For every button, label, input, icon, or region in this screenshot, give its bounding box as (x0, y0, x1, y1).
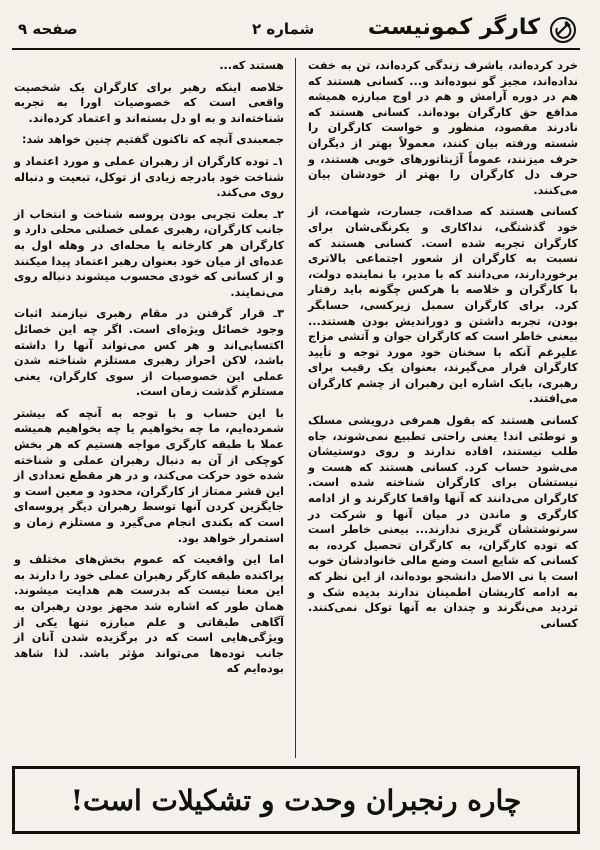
paragraph: کسانی هستند که بقول همرفی درویشی مسلک و توطئی اند! یعنی راحتی تطبیع نمی‌شوند، جاه طلب نیستند، افاده ندارند و روی دوستیشان می‌شود حساب کرد. کسانی هستند که هست و نیستشان برای کارگران شناخته شده است. کارگران می‌دانند که آنها واقعا کارگرند و از ادامه کارگری و ماندن در میان آنها و شرکت در سرنوشتشان گریزی ندارند... بیعنی خاطر است که توده کارگران، به کارگران تحصیل کرده، به کسانی که شایع است وضع مالی خانوادشان خوب است یا نی الاصل دانشجو بوده‌اند، از این نظر که به ادامه کاریشان اطمینان ندارند بدیده شک و تردید می‌نگرند و چندان به آنها توکل نمی‌کنند. کسانی (308, 414, 578, 630)
paragraph: هستند که... (219, 59, 284, 72)
paragraph: ۱ـ توده کارگران از رهبران عملی و مورد اعتماد و شناخت خود بادرجه زیادی از توکل، تبعیت و دنباله روی می‌کند. (14, 154, 284, 200)
masthead-title: کارگر کمونیست (367, 15, 540, 40)
slogan-banner (12, 766, 580, 834)
paragraph: کسانی هستند که صداقت، جسارت، شهامت، از خود گذشتگی، نداکاری و یکرنگی‌شان برای کارگران تجربه شده است. کسانی هستند که نسبت به کارگران از شعور اجتماعی بالاتری برخوردارند، می‌دانند که با مدیر، با نماینده دولت، با کارگران و خلاصه با هرکس چگونه باید رفتار کرد. برای کارگران سمبل زیرکسی، حسابگر بودن، تجربه داشتن و دوراندیش بودن هستند... بیعنی خاطر است که کارگران جوان و آتشی مزاج علیرغم آنکه با سخنان خود مورد توجه و تأیید کارگران قرار می‌گیرند، بعنوان یک رقیب برای رهبری، بایک اشاره این رهبران از چشم کارگران می‌افتند. (308, 205, 578, 406)
article-column-right (308, 58, 578, 637)
column-divider (295, 58, 296, 758)
paragraph: خلاصه اینکه رهبر برای کارگران یک شخصیت واقعی است که خصوصیات اورا به تجربه شناخته‌اند و به او دل بسته‌اند و اعتماد کرده‌اند. (14, 80, 284, 125)
paragraph: ۲ـ بعلت تجربی بودن پروسه شناخت و انتخاب از جانب کارگران، رهبری عملی خصلتی محلی دارد و کارگران هر کارخانه یا محله‌ای در وهله اول به عده‌ای از میان خود بعنوان رهبر اعتماد پیدا میکنند و از کسانی که خودی محسوب میشوند دنباله روی می‌نمایند. (14, 207, 284, 299)
article-column-left (14, 58, 284, 683)
newspaper-page (12, 14, 580, 836)
issue-number: شماره ۲ (252, 20, 315, 38)
page-header (12, 14, 580, 50)
paragraph: ۳ـ قرار گرفتن در مقام رهبری نیازمند اثبات وجود خصائل ویژه‌ای است. اگر چه این خصائل اکتسابی‌اند و هر کس می‌تواند آنها را داشته باشد، لاکن احراز رهبری مستلزم شناخته شدن عملی این خصوصیات از سوی کارگران، یعنی مستلزم گذشت زمان است. (14, 307, 284, 399)
paragraph: خرد کرده‌اند، باشرف زندگی کرده‌اند، تن به خفت نداده‌اند، مجیز گو نبوده‌اند و... کسانی هستند که هم در دوره آرامش و هم در اوج مبارزه همیشه مدافع حق کارگران بوده‌اند. کسانی هستند که نادرند مقصود، منظور و خواست کارگران را شسته ورفته بیان کنند، معمولاً بهتر از دیگران حرف میزنند، عموماً آژیتاتورهای خوبی هستند، و حرف دل کارگران را بهتر از خودشان بیان می‌کنند. (308, 59, 578, 197)
paragraph: اما این واقعیت که عموم بخش‌های مختلف و پراکنده طبقه کارگر رهبران عملی خود را دارند به این معنا نیست که بدرست هم هدایت میشوند. همان طور که اشاره شد مجهز بودن رهبران به آگاهی طبقاتی و علم مبارزه تنها یکی از ویژگی‌هایی است که در برگزیده شدن آنان از جانب توده‌ها می‌تواند مؤثر باشد. لذا شاهد بوده‌ایم که (14, 553, 284, 676)
paragraph: با این حساب و با توجه به آنچه که بیشتر شمرده‌ایم، ما چه بخواهیم یا چه بخواهیم همیشه عملا با طبقه کارگری مواجه هستیم که هر بخش کوچکی از آن به دنبال رهبران عملی و شناخته شده خود حرکت می‌کند، و در هر مقطع تعدادی از این قشر ممتاز از کارگران، محدود و معین است و جایگزین کردن آنها توسط رهبران دیگر پروسه‌ای است که بکندی انجام می‌گیرد و مستلزم زمان و استمرار خواهد بود. (14, 406, 284, 545)
paragraph: جمعبندی آنچه که تاکنون گفتیم چنین خواهد شد: (22, 133, 284, 147)
page-number: صفحه ۹ (18, 20, 78, 38)
emblem-icon (550, 17, 576, 43)
slogan-text: چاره رنجبران وحدت و تشکیلات است! (70, 783, 522, 817)
